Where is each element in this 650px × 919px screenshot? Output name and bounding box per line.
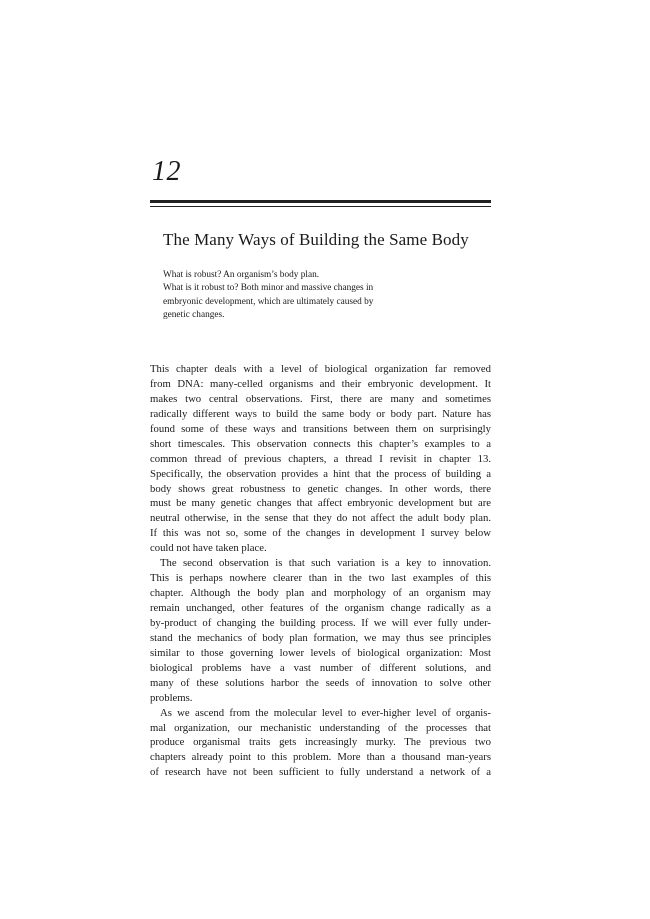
body-line: makes two central observations. First, there are many and sometimes	[150, 392, 491, 405]
body-line: radically different ways to build the same body or body part. Nature has	[150, 407, 491, 420]
body-line: stand the mechanics of body plan formation, we may thus see principles	[150, 631, 491, 644]
body-line: remain unchanged, other features of the organism change radically as a	[150, 602, 491, 614]
chapter-rule-thick	[150, 200, 491, 203]
body-line: must be many genetic changes that affect embryonic development but are	[150, 497, 491, 510]
body-line: neutral otherwise, in the sense that they do not affect the adult body plan.	[150, 512, 491, 525]
body-line: similar to those governing lower levels of biological organization: Most	[150, 646, 491, 659]
body-line: This is perhaps nowhere clearer than in the two last examples of this	[150, 572, 491, 585]
body-line: short timescales. This observation connects this chapter’s examples to a	[150, 437, 491, 450]
body-line: body shows great robustness to genetic changes. In other words, there	[150, 482, 491, 495]
body-line: Specifically, the observation provides a hint that the process of building a	[150, 467, 491, 480]
body-line: chapter. Although the body plan and morphology of an organism may	[150, 587, 491, 600]
body-line: If this was not so, some of the changes in development I survey below	[150, 527, 491, 540]
body-line: from DNA: many-celled organisms and their embryonic development. It	[150, 377, 491, 390]
body-text	[150, 362, 491, 780]
body-line: The second observation is that such variation is a key to innovation.	[160, 557, 491, 570]
body-line: problems.	[150, 691, 193, 704]
body-line: common thread of previous chapters, a thread I revisit in chapter 13.	[150, 452, 491, 465]
body-line: This chapter deals with a level of biological organization far removed	[150, 363, 491, 375]
body-line: found some of these ways and transitions between them on surprisingly	[150, 422, 491, 435]
body-line: produce organismal traits gets increasingly murky. The previous two	[150, 736, 491, 749]
body-line: mal organization, our mechanistic understanding of the processes that	[150, 721, 491, 734]
body-line: by-product of changing the building process. If we will ever fully under-	[150, 616, 491, 629]
body-line: many of these solutions harbor the seeds of innovation to solve other	[150, 676, 491, 689]
epigraph-line: What is robust? An organism’s body plan.	[163, 270, 320, 280]
epigraph-line: embryonic development, which are ultimately caused by	[163, 296, 374, 307]
body-line: biological problems have a vast number of different solutions, and	[150, 661, 491, 674]
body-line: chapters already point to this problem. More than a thousand man-years	[150, 751, 491, 764]
body-line: could not have taken place.	[150, 542, 267, 555]
epigraph-line: genetic changes.	[163, 310, 225, 321]
epigraph-line: What is it robust to? Both minor and massive changes in	[163, 283, 374, 294]
epigraph	[163, 269, 433, 323]
chapter-number: 12	[152, 156, 181, 187]
body-line: As we ascend from the molecular level to ever-higher level of organis-	[160, 706, 491, 719]
chapter-rule-thin	[150, 206, 491, 207]
chapter-title: The Many Ways of Building the Same Body	[163, 230, 469, 249]
body-line: of research have not been sufficient to fully understand a network of a	[150, 766, 491, 779]
